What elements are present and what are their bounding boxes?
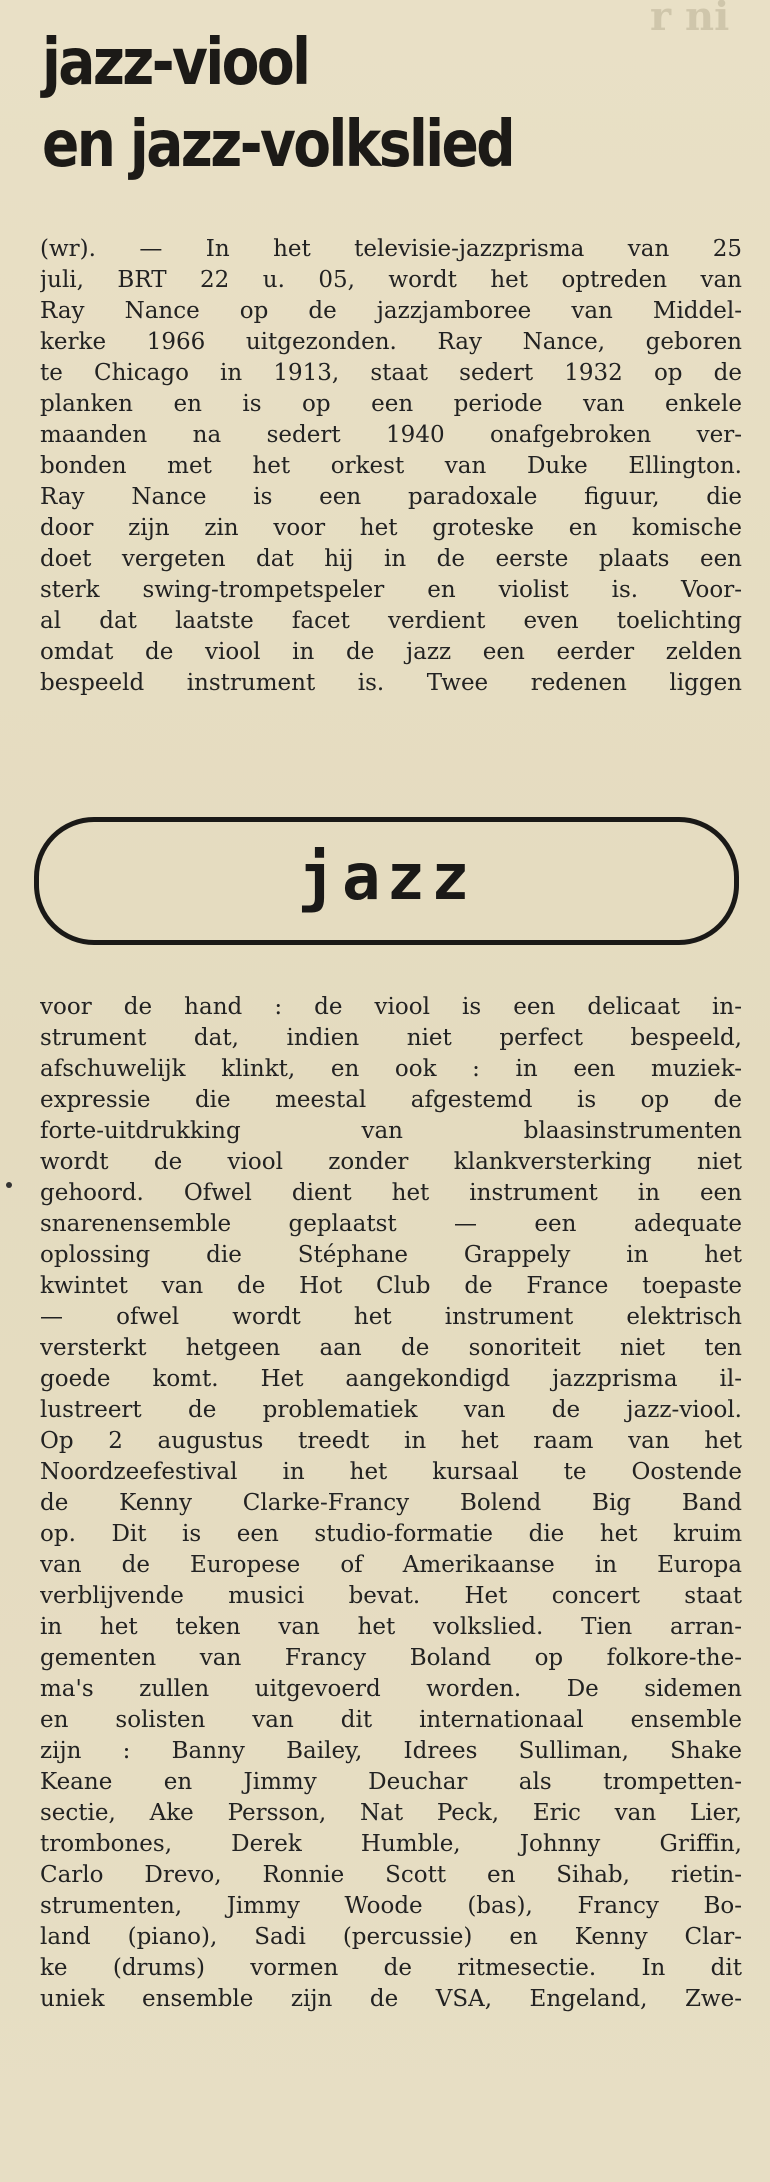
text-line: trombones, Derek Humble, Johnny Griffin, — [40, 1831, 742, 1857]
text-line: expressie die meestal afgestemd is op de — [40, 1087, 742, 1113]
text-line: versterkt hetgeen aan de sonoriteit niet ten — [40, 1335, 742, 1361]
text-line: bonden met het orkest van Duke Ellington. — [40, 453, 742, 479]
text-line: juli, BRT 22 u. 05, wordt het optreden van — [40, 267, 742, 293]
text-line: te Chicago in 1913, staat sedert 1932 op de — [40, 360, 742, 386]
text-line: kerke 1966 uitgezonden. Ray Nance, geboren — [40, 329, 742, 355]
section-banner — [34, 817, 739, 945]
headline — [42, 22, 644, 186]
text-line: zijn : Banny Bailey, Idrees Sulliman, Shake — [40, 1738, 742, 1764]
text-line: land (piano), Sadi (percussie) en Kenny Clar- — [40, 1924, 742, 1950]
text-line: Keane en Jimmy Deuchar als trompetten- — [40, 1769, 742, 1795]
article-paragraph-intro — [40, 234, 742, 699]
text-line: bespeeld instrument is. Twee redenen liggen — [40, 670, 742, 696]
text-line: afschuwelijk klinkt, en ook : in een muziek- — [40, 1056, 742, 1082]
text-line: omdat de viool in de jazz een eerder zelden — [40, 639, 742, 665]
print-speck — [6, 1182, 12, 1188]
text-line: goede komt. Het aangekondigd jazzprisma il- — [40, 1366, 742, 1392]
text-line: lustreert de problematiek van de jazz-viool. — [40, 1397, 742, 1423]
text-line: uniek ensemble zijn de VSA, Engeland, Zwe- — [40, 1986, 742, 2012]
text-line: sectie, Ake Persson, Nat Peck, Eric van Lier, — [40, 1800, 742, 1826]
text-line: ke (drums) vormen de ritmesectie. In dit — [40, 1955, 742, 1981]
text-line: — ofwel wordt het instrument elektrisch — [40, 1304, 742, 1330]
text-line: voor de hand : de viool is een delicaat in- — [40, 994, 742, 1020]
headline-line-1: jazz-viool — [42, 26, 309, 100]
text-line: verblijvende musici bevat. Het concert staat — [40, 1583, 742, 1609]
text-line: Ray Nance op de jazzjamboree van Middel- — [40, 298, 742, 324]
text-line: wordt de viool zonder klankversterking niet — [40, 1149, 742, 1175]
text-line: snarenensemble geplaatst — een adequate — [40, 1211, 742, 1237]
text-line: Carlo Drevo, Ronnie Scott en Sihab, rietin- — [40, 1862, 742, 1888]
article-paragraph-body — [40, 992, 742, 2015]
text-line: strument dat, indien niet perfect bespeeld, — [40, 1025, 742, 1051]
text-line: sterk swing-trompetspeler en violist is. Voor- — [40, 577, 742, 603]
text-line: van de Europese of Amerikaanse in Europa — [40, 1552, 742, 1578]
text-line: planken en is op een periode van enkele — [40, 391, 742, 417]
text-line: gehoord. Ofwel dient het instrument in een — [40, 1180, 742, 1206]
text-line: Ray Nance is een paradoxale figuur, die — [40, 484, 742, 510]
text-line: in het teken van het volkslied. Tien arran- — [40, 1614, 742, 1640]
text-line: op. Dit is een studio-formatie die het kruim — [40, 1521, 742, 1547]
text-line: maanden na sedert 1940 onafgebroken ver- — [40, 422, 742, 448]
text-line: oplossing die Stéphane Grappely in het — [40, 1242, 742, 1268]
text-line: forte-uitdrukking van blaasinstrumenten — [40, 1118, 742, 1144]
bleed-through-text: r ni — [650, 0, 730, 40]
text-line: door zijn zin voor het groteske en komische — [40, 515, 742, 541]
text-line: (wr). — In het televisie-jazzprisma van 25 — [40, 236, 742, 262]
headline-line-2: en jazz-volkslied — [42, 108, 514, 182]
text-line: doet vergeten dat hij in de eerste plaats een — [40, 546, 742, 572]
banner-word: jazz — [297, 841, 476, 915]
text-line: de Kenny Clarke-Francy Bolend Big Band — [40, 1490, 742, 1516]
text-line: al dat laatste facet verdient even toelichting — [40, 608, 742, 634]
text-line: Op 2 augustus treedt in het raam van het — [40, 1428, 742, 1454]
text-line: gementen van Francy Boland op folkore-the- — [40, 1645, 742, 1671]
text-line: kwintet van de Hot Club de France toepaste — [40, 1273, 742, 1299]
text-line: strumenten, Jimmy Woode (bas), Francy Bo- — [40, 1893, 742, 1919]
text-line: Noordzeefestival in het kursaal te Oostende — [40, 1459, 742, 1485]
text-line: ma's zullen uitgevoerd worden. De sidemen — [40, 1676, 742, 1702]
text-line: en solisten van dit internationaal ensemble — [40, 1707, 742, 1733]
